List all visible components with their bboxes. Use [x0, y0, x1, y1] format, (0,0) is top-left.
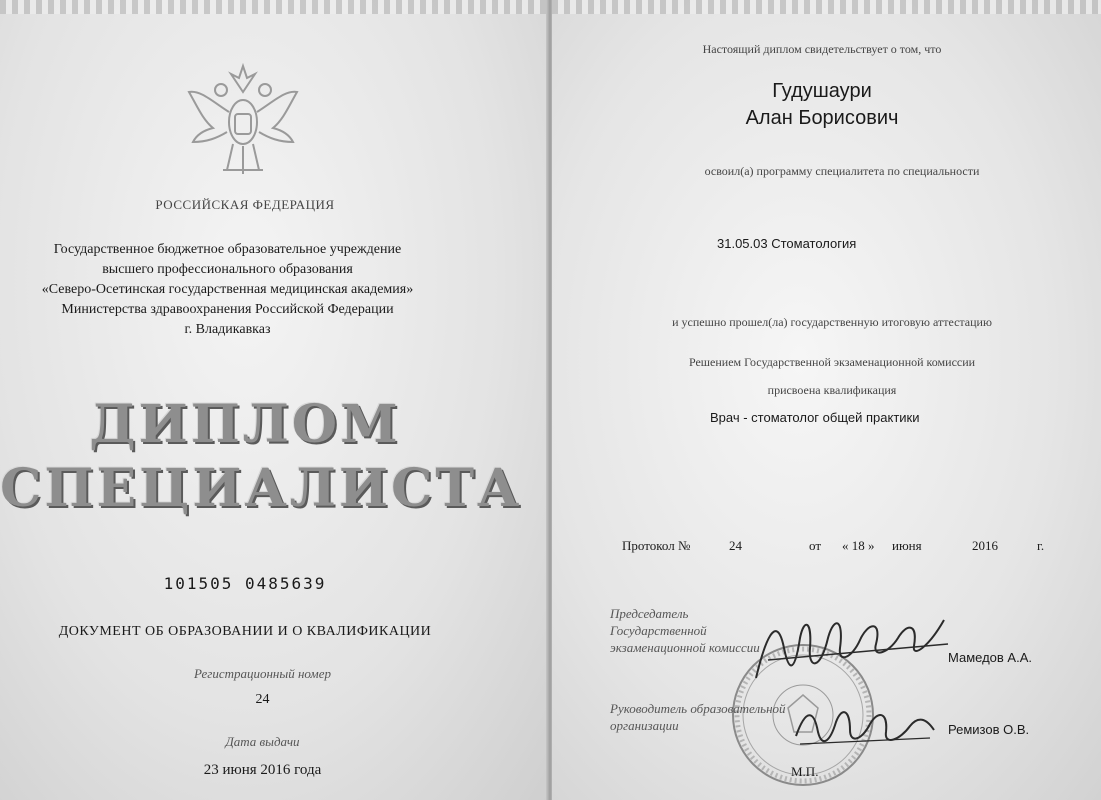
institution-line: Министерства здравоохранения Российской Федерации	[61, 302, 394, 317]
assigned-text: присвоена квалификация	[767, 383, 897, 397]
issue-date: 23 июня 2016 года	[203, 762, 322, 778]
issue-date-label: Дата выдачи	[225, 734, 300, 749]
chairman-label-line: Государственной	[610, 623, 707, 638]
institution-city: г. Владикавказ	[184, 322, 271, 337]
protocol-label: Протокол №	[622, 538, 691, 553]
protocol-year-suffix: г.	[1037, 538, 1045, 553]
holder-surname: Гудушаури	[772, 80, 872, 102]
chairman-signature-icon	[748, 608, 958, 688]
holder-name: Алан Борисович	[745, 107, 899, 129]
mastered-text: освоил(а) программу специалитета по специальности	[704, 164, 980, 178]
chairman-name: Мамедов А.А.	[948, 650, 1032, 665]
passed-text: и успешно прошел(ла) государственную итоговую аттестацию	[672, 315, 992, 329]
right-page	[552, 0, 1101, 800]
protocol-number: 24	[729, 538, 742, 553]
protocol-month: июня	[892, 538, 922, 553]
decision-text: Решением Государственной экзаменационной комиссии	[688, 355, 976, 369]
head-label-line: организации	[610, 718, 679, 733]
institution-line: «Северо-Осетинская государственная медицинская академия»	[41, 282, 414, 297]
intro-text: Настоящий диплом свидетельствует о том, что	[702, 42, 942, 56]
protocol-year: 2016	[972, 538, 998, 553]
registration-number: 24	[255, 692, 270, 707]
head-signature-icon	[790, 696, 940, 756]
serial-number: 101505 0485639	[163, 574, 327, 593]
stamp-place-mark: М.П.	[791, 764, 819, 779]
document-type: ДОКУМЕНТ ОБ ОБРАЗОВАНИИ И О КВАЛИФИКАЦИИ	[58, 624, 432, 639]
institution-line: высшего профессионального образования	[102, 262, 353, 277]
head-name: Ремизов О.В.	[948, 722, 1030, 737]
country-name: РОССИЙСКАЯ ФЕДЕРАЦИЯ	[155, 197, 335, 212]
chairman-label-line: экзаменационной комиссии	[610, 640, 760, 655]
protocol-day: « 18 »	[842, 538, 875, 553]
institution-line: Государственное бюджетное образовательное учреждение	[53, 242, 402, 257]
qualification: Врач - стоматолог общей практики	[710, 410, 920, 425]
protocol-from: от	[809, 538, 822, 553]
chairman-label	[610, 605, 760, 656]
diploma-title-line1: ДИПЛОМ	[89, 394, 401, 455]
specialty: 31.05.03 Стоматология	[717, 236, 857, 251]
chairman-label-line: Председатель	[610, 606, 689, 621]
diploma-title-line2: СПЕЦИАЛИСТА	[0, 458, 523, 519]
registration-label: Регистрационный номер	[194, 666, 331, 681]
head-label-line: Руководитель образовательной	[610, 701, 786, 716]
decorative-border	[552, 0, 1101, 14]
left-page	[0, 0, 548, 800]
decorative-border	[0, 0, 548, 14]
head-label	[610, 700, 786, 734]
institution-block	[0, 240, 455, 340]
double-headed-eagle-emblem-icon	[183, 62, 303, 190]
